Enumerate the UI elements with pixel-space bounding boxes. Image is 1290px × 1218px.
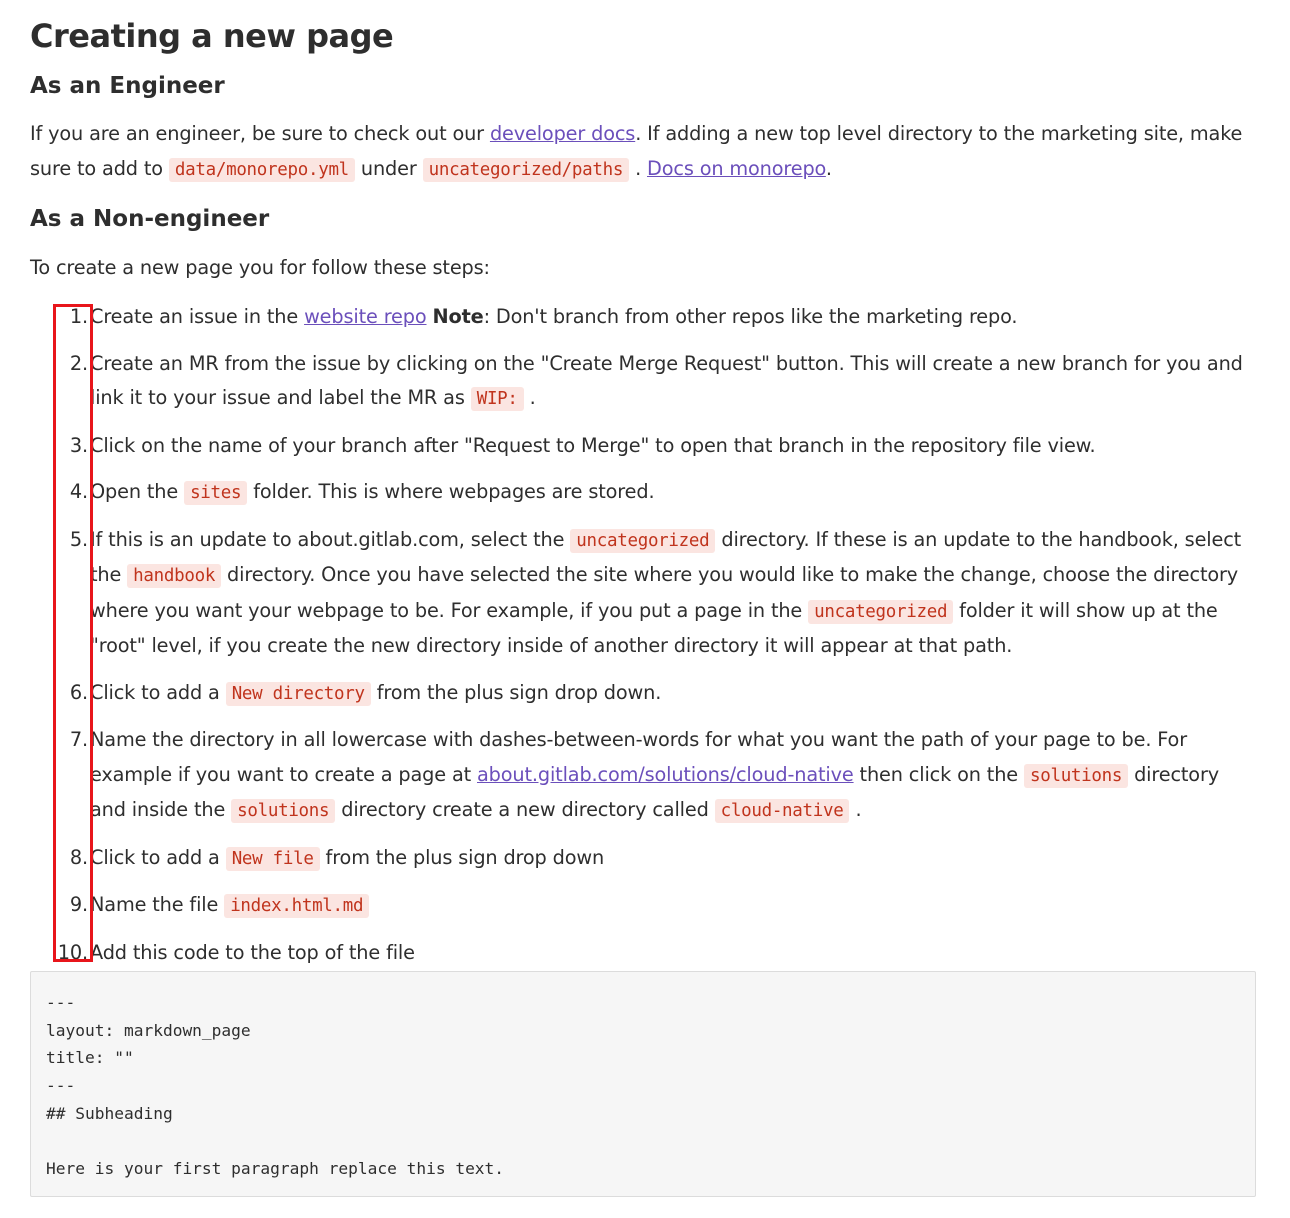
list-item: [30, 841, 1257, 877]
text: directory and inside the: [90, 762, 1219, 821]
text: directory. Once you have selected the site where you would like to make the change, choose the directory where you want your webpage to be. For example, if you put a page in the: [90, 563, 1239, 622]
page-title: Creating a new page: [30, 17, 394, 55]
list-item: [30, 475, 1257, 511]
text: directory. If these is an update to the handbook, select the: [90, 527, 1242, 586]
text: Click to add a: [90, 845, 226, 869]
step-number: 2.: [69, 351, 88, 375]
cloud-native-link[interactable]: about.gitlab.com/solutions/cloud-native: [477, 762, 854, 786]
new-file-code: New file: [226, 847, 320, 871]
text: Name the file: [90, 893, 225, 916]
text: Create an MR from the issue by clicking on the "Create Merge Request" button. This will create a new branch for you and link it to your issue and label the MR as: [90, 351, 1243, 409]
text: : Don't branch from other repos like the marketing repo.: [483, 305, 1018, 328]
text: then click on the: [853, 762, 1024, 786]
text: .: [825, 156, 832, 180]
index-html-md-code: index.html.md: [224, 894, 369, 918]
uncategorized-code: uncategorized: [808, 600, 953, 624]
step-number: 3.: [69, 433, 88, 457]
docs-on-monorepo-link[interactable]: Docs on monorepo: [647, 156, 826, 180]
text: folder. This is where webpages are stored.: [247, 480, 655, 503]
list-item: [30, 936, 1257, 971]
non-engineer-intro: To create a new page you for follow these steps:: [30, 256, 490, 279]
solutions-code: solutions: [1024, 764, 1128, 788]
engineer-paragraph: [30, 117, 1257, 187]
new-directory-code: New directory: [226, 682, 371, 706]
code-block: --- layout: markdown_page title: "" --- ## Subheading Here is your first paragraph replace this text.: [30, 971, 1256, 1197]
step-number: 10.: [57, 940, 88, 964]
text: If you are an engineer, be sure to check out our: [30, 122, 490, 145]
cloud-native-code: cloud-native: [715, 799, 850, 823]
step-number: 6.: [69, 680, 88, 704]
step-number: 9.: [69, 893, 88, 916]
list-item: [30, 723, 1257, 829]
list-item: [30, 523, 1257, 664]
sites-code: sites: [184, 481, 247, 505]
text: from the plus sign drop down.: [370, 680, 662, 704]
text: under: [354, 156, 423, 180]
list-item: [30, 300, 1257, 335]
step-number: 8.: [69, 845, 88, 869]
step-number: 7.: [69, 728, 88, 751]
text: Create an issue in the: [90, 305, 305, 328]
developer-docs-link[interactable]: developer docs: [489, 122, 636, 145]
highlight-box: [53, 304, 93, 962]
step-number: 1.: [69, 305, 88, 328]
wip-code: WIP:: [471, 387, 524, 411]
step-number: 5.: [69, 527, 88, 551]
engineer-heading: As an Engineer: [30, 73, 225, 99]
step-number: 4.: [69, 480, 88, 503]
text: . If adding a new top level directory to the marketing site, make sure to add to: [30, 122, 1243, 180]
handbook-code: handbook: [127, 564, 221, 588]
text: .: [849, 798, 862, 821]
list-item: [30, 676, 1257, 712]
text: .: [523, 386, 536, 409]
list-item: [30, 347, 1257, 417]
website-repo-link[interactable]: website repo: [304, 305, 427, 328]
text: directory create a new directory called: [335, 798, 715, 821]
note-label: Note: [432, 305, 484, 328]
uncategorized-paths-code: uncategorized/paths: [423, 158, 629, 182]
monorepo-yml-code: data/monorepo.yml: [169, 158, 355, 182]
text: Name the directory in all lowercase with dashes-between-words for what you want the path of your page to be. For example if you want to create a page at: [90, 728, 1187, 786]
text: folder it will show up at the "root" level, if you create the new directory inside of another directory it will appear at that path.: [90, 598, 1218, 657]
list-item: [30, 429, 1257, 464]
uncategorized-code: uncategorized: [570, 529, 715, 553]
solutions-code: solutions: [231, 799, 335, 823]
list-item: [30, 888, 1257, 924]
steps-list: [30, 300, 1257, 982]
text: Open the: [90, 480, 185, 503]
text: Add this code to the top of the file: [90, 940, 415, 964]
text: from the plus sign drop down: [319, 845, 605, 869]
text: If this is an update to about.gitlab.com, select the: [90, 527, 571, 551]
text: Click to add a: [90, 680, 226, 704]
text: .: [629, 156, 648, 180]
non-engineer-heading: As a Non-engineer: [30, 206, 270, 232]
text: Click on the name of your branch after "Request to Merge" to open that branch in the repository file view.: [90, 433, 1096, 457]
